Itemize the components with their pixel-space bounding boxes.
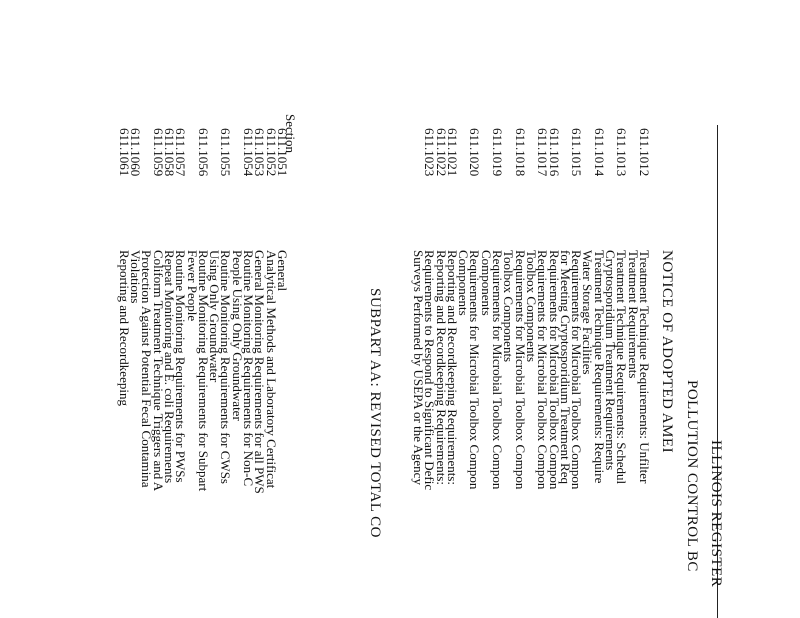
section-number: 611.1020: [467, 128, 483, 177]
section-title: Requirements for Microbial Toolbox Compon: [569, 250, 585, 490]
section-title: Surveys Performed by USEPA or the Agency: [411, 250, 426, 485]
section-number: 611.1058: [162, 128, 177, 177]
section-title: Cryptosporidium Treatment Requirements: [603, 250, 619, 471]
section-title: Components: [478, 250, 494, 316]
section-title: Reporting and Recordkeeping Requirements:: [433, 250, 449, 486]
section-number: 611.1057: [173, 128, 189, 177]
section-title: Requirements for Microbial Toolbox Compon: [546, 250, 562, 490]
section-title: Protection Against Potential Fecal Contamina: [139, 250, 155, 488]
section-title: Analytical Methods and Laboratory Certificat: [263, 250, 279, 489]
section-title: Violations: [128, 250, 144, 304]
section-number: 611.1059: [150, 128, 166, 177]
section-number: 611.1022: [433, 128, 449, 177]
section-title: Routine Monitoring Requirements for Subpart: [195, 250, 211, 492]
section-number: 611.1016: [546, 128, 562, 177]
section-title: Toolbox Components: [501, 250, 517, 363]
section-number: 611.1023: [422, 128, 438, 177]
section-title: Coliform Treatment Technique Triggers and A: [150, 250, 166, 492]
section-title: Treatment Technique Requirements: Unfilter: [637, 250, 652, 484]
section-number: 611.1017: [535, 128, 551, 177]
section-number: 611.1051: [275, 128, 290, 177]
section-title: Fewer People: [184, 250, 200, 322]
section-title: Requirements for Microbial Toolbox Compon: [490, 250, 506, 490]
section-title: Water Storage Facilities: [580, 250, 596, 375]
section-title: Requirements for Microbial Toolbox Compon: [535, 250, 551, 490]
section-title: Requirements for Microbial Toolbox Compon: [512, 250, 528, 490]
section-title: Requirements to Respond to Significant Defic: [422, 250, 438, 491]
section-number: 611.1056: [195, 128, 211, 177]
notice-heading: NOTICE OF ADOPTED AMEI: [659, 250, 675, 454]
section-number: 611.1052: [263, 128, 279, 177]
section-number: 611.1013: [614, 128, 630, 177]
subpart-heading: SUBPART AA: REVISED TOTAL CO: [367, 288, 383, 539]
section-title: Requirements for Microbial Toolbox Compon: [467, 250, 483, 490]
section-title: Components: [456, 250, 472, 316]
section-title: Routine Monitoring Requirements for CWSs: [218, 250, 234, 484]
section-title: People Using Only Groundwater: [229, 250, 245, 421]
section-title: Treatment Technique Requirements: Schedul: [614, 250, 630, 485]
section-number: 611.1021: [444, 128, 460, 177]
section-title: General Monitoring Requirements for all PWS: [252, 250, 268, 494]
section-title: Treatment Requirements: [625, 250, 641, 379]
section-number: 611.1055: [218, 128, 234, 177]
section-number: 611.1012: [637, 128, 652, 177]
section-number: 611.1054: [241, 128, 257, 177]
section-title: Treatment Technique Requirements: Require: [591, 250, 607, 484]
section-title: General: [275, 250, 290, 292]
section-title: Repeat Monitoring and E. coli Requirements: [162, 250, 177, 484]
board-heading: POLLUTION CONTROL BC: [684, 380, 700, 572]
section-number: 611.1019: [490, 128, 506, 177]
section-number: 611.1053: [252, 128, 268, 177]
section-title: Reporting and Recordkeeping Requirements:: [444, 250, 460, 486]
register-heading: ILLINOIS REGISTER: [708, 440, 724, 588]
section-title: Using Only Groundwater: [207, 250, 223, 383]
section-number: 611.1061: [116, 128, 132, 177]
section-title: Routine Monitoring Requirements for Non-C: [241, 250, 257, 487]
section-number: 611.1060: [128, 128, 144, 177]
section-title: Toolbox Components: [524, 250, 539, 363]
section-title: Routine Monitoring Requirements for PWSs: [173, 250, 189, 483]
section-title: for Meeting Cryptosporidium Treatment Req: [557, 250, 573, 484]
section-column-label: Section: [283, 114, 298, 153]
section-title: Reporting and Recordkeeping: [116, 250, 132, 406]
section-number: 611.1018: [512, 128, 528, 177]
section-number: 611.1015: [569, 128, 585, 177]
section-number: 611.1014: [591, 128, 607, 177]
